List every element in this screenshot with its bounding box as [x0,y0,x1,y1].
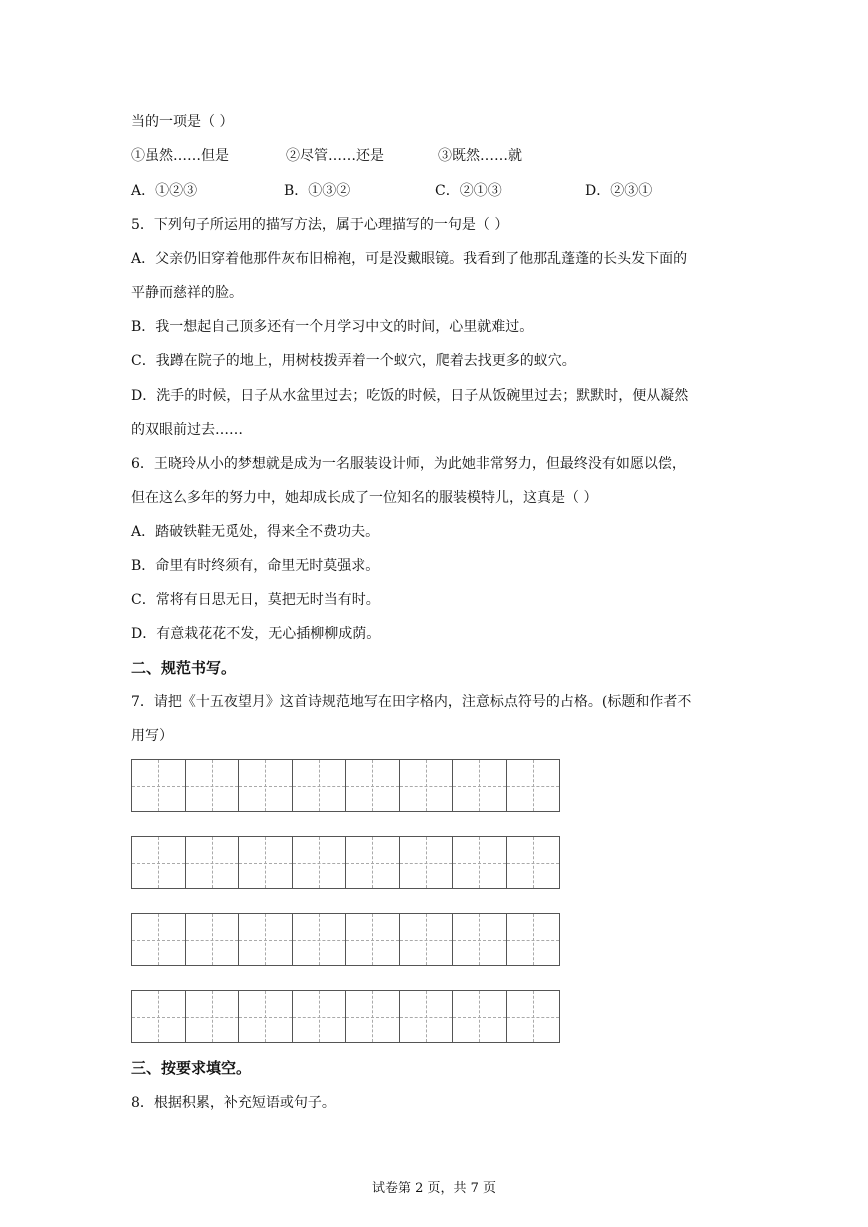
tianzige-cell[interactable] [507,991,560,1042]
q7-stem-line2: 用写） [131,728,173,744]
q5-stem: 5．下列句子所运用的描写方法，属于心理描写的一句是（ ） [131,217,509,233]
q6-option-b: B．命里有时终须有，命里无时莫强求。 [131,558,380,574]
tianzige-cell[interactable] [346,760,400,811]
tianzige-cell[interactable] [507,914,560,965]
q5-option-d-line1: D．洗手的时候，日子从水盆里过去；吃饭的时候，日子从饭碗里过去；默默时，便从凝然 [131,388,689,404]
tianzige-cell[interactable] [507,837,560,888]
tianzige-cell[interactable] [400,914,454,965]
q5-option-a-line2: 平静而慈祥的脸。 [131,285,243,301]
tianzige-cell[interactable] [239,914,293,965]
tianzige-cell[interactable] [346,991,400,1042]
q6-stem-line1: 6．王晓玲从小的梦想就是成为一名服装设计师，为此她非常努力，但最终没有如愿以偿， [131,456,686,472]
tianzige-cell[interactable] [293,760,347,811]
tianzige-cell[interactable] [132,837,186,888]
tianzige-cell[interactable] [453,991,507,1042]
q5-option-a-line1: A．父亲仍旧穿着他那件灰布旧棉袍，可是没戴眼镜。我看到了他那乱蓬蓬的长头发下面的 [131,251,688,267]
tianzige-cell[interactable] [453,914,507,965]
tianzige-cell[interactable] [293,914,347,965]
tianzige-cell[interactable] [239,760,293,811]
tianzige-cell[interactable] [293,837,347,888]
q7-stem-line1: 7．请把《十五夜望月》这首诗规范地写在田字格内，注意标点符号的占格。(标题和作者不 [131,694,692,710]
q4-choice-2: ②尽管……还是 [286,148,384,164]
tianzige-cell[interactable] [400,760,454,811]
tianzige-cell[interactable] [453,837,507,888]
tianzige-cell[interactable] [453,760,507,811]
q4-choice-1: ①虽然……但是 [131,148,229,164]
q4-option-a: A．①②③ [131,183,198,199]
tianzige-cell[interactable] [346,837,400,888]
q5-option-c: C．我蹲在院子的地上，用树枝拨弄着一个蚁穴，爬着去找更多的蚁穴。 [131,353,576,369]
tianzige-cell[interactable] [132,991,186,1042]
tianzige-cell[interactable] [186,760,240,811]
q4-option-d: D．②③① [585,183,653,199]
page-footer: 试卷第 2 页，共 7 页 [371,1181,497,1196]
tianzige-cell[interactable] [293,991,347,1042]
q6-option-c: C．常将有日思无日，莫把无时当有时。 [131,592,380,608]
tianzige-cell[interactable] [400,991,454,1042]
q6-option-a: A．踏破铁鞋无觅处，得来全不费功夫。 [131,524,380,540]
tianzige-cell[interactable] [132,914,186,965]
tianzige-cell[interactable] [186,991,240,1042]
tianzige-row-1[interactable] [131,759,560,812]
tianzige-row-2[interactable] [131,836,560,889]
section-heading-3: 三、按要求填空。 [131,1059,252,1077]
q5-option-d-line2: 的双眼前过去…… [131,422,243,438]
tianzige-row-3[interactable] [131,913,560,966]
q4-option-b: B．①③② [284,183,351,199]
tianzige-cell[interactable] [186,837,240,888]
tianzige-cell[interactable] [132,760,186,811]
q4-option-c: C．②①③ [435,183,502,199]
q4-stem-tail: 当的一项是（ ） [131,114,234,130]
section-heading-2: 二、规范书写。 [131,659,237,677]
q6-stem-line2: 但在这么多年的努力中，她却成长成了一位知名的服装模特儿，这真是（ ） [131,490,598,506]
tianzige-cell[interactable] [239,991,293,1042]
tianzige-cell[interactable] [400,837,454,888]
tianzige-cell[interactable] [346,914,400,965]
q5-option-b: B．我一想起自己顶多还有一个月学习中文的时间，心里就难过。 [131,319,534,335]
tianzige-row-4[interactable] [131,990,560,1043]
tianzige-cell[interactable] [507,760,560,811]
tianzige-cell[interactable] [186,914,240,965]
q4-choice-3: ③既然……就 [438,148,522,164]
tianzige-cell[interactable] [239,837,293,888]
q8-stem: 8．根据积累，补充短语或句子。 [131,1095,336,1111]
q6-option-d: D．有意栽花花不发，无心插柳柳成荫。 [131,626,381,642]
